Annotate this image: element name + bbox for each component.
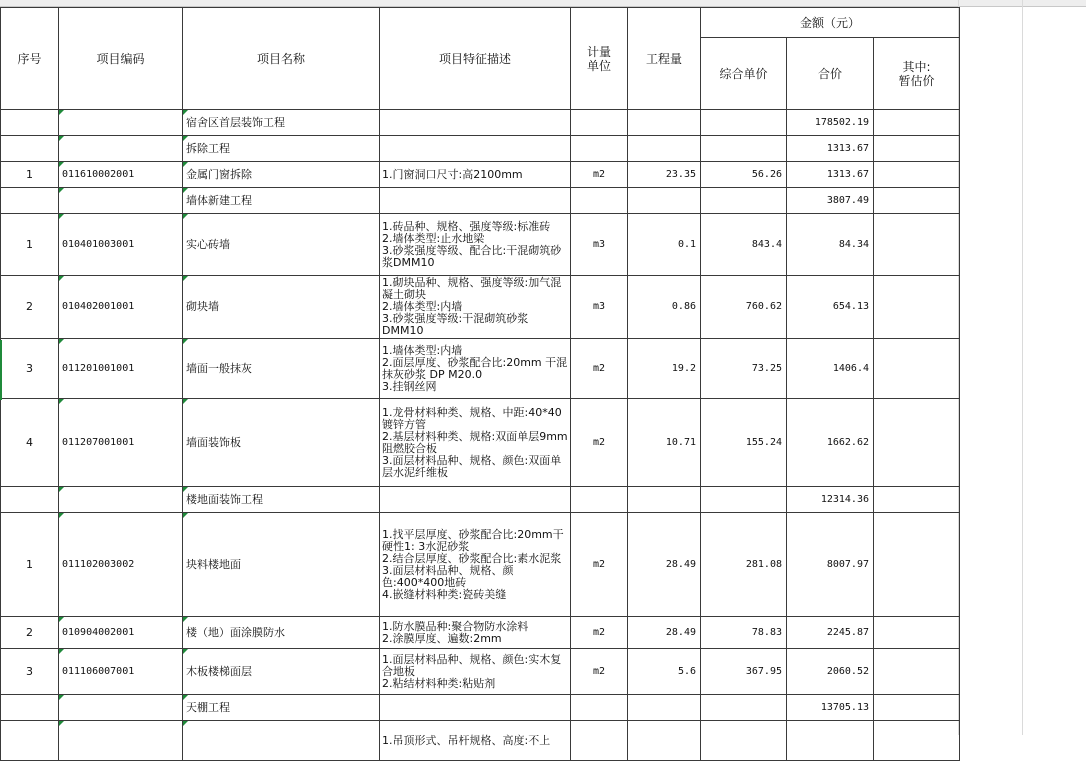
cell-desc[interactable]: [380, 695, 571, 721]
desc-line: 1.面层材料品种、规格、颜色:实木复合地板: [382, 652, 562, 678]
cell-name[interactable]: 墙面一般抹灰: [183, 339, 380, 399]
item-row: [1, 617, 960, 649]
desc-line: 2.基层材料种类、规格:双面单层9mm阻燃胶合板: [382, 429, 568, 455]
cell-desc[interactable]: [380, 276, 571, 339]
cell-desc[interactable]: [380, 617, 571, 649]
cell-unit[interactable]: [571, 487, 628, 513]
cell-unit[interactable]: m2: [571, 617, 628, 649]
cell-name[interactable]: 墙体新建工程: [183, 188, 380, 214]
desc-line: 2.墙体类型:内墙: [382, 300, 463, 313]
cell-total[interactable]: 178502.19: [787, 110, 874, 136]
cell-unit-price[interactable]: 367.95: [701, 649, 787, 695]
item-row: [1, 339, 960, 399]
cell-seq[interactable]: 1: [1, 513, 59, 617]
cell-qty[interactable]: [628, 695, 701, 721]
cell-name[interactable]: 楼（地）面涂膜防水: [183, 617, 380, 649]
cell-code[interactable]: 010402001001: [59, 276, 183, 339]
cell-unit[interactable]: [571, 721, 628, 761]
cell-code[interactable]: [59, 487, 183, 513]
cell-unit-price[interactable]: 56.26: [701, 162, 787, 188]
cell-qty[interactable]: 28.49: [628, 513, 701, 617]
cell-code[interactable]: 011610002001: [59, 162, 183, 188]
cell-desc[interactable]: [380, 649, 571, 695]
cell-desc[interactable]: [380, 136, 571, 162]
cell-desc[interactable]: [380, 721, 571, 761]
desc-line: 3.砂浆强度等级:干混砌筑砂浆DMM10: [382, 312, 529, 337]
cell-provisional[interactable]: [874, 487, 960, 513]
cell-code[interactable]: 010401003001: [59, 214, 183, 276]
cell-unit-price[interactable]: 281.08: [701, 513, 787, 617]
cell-unit[interactable]: m3: [571, 214, 628, 276]
cell-qty[interactable]: [628, 721, 701, 761]
desc-line: 4.嵌缝材料种类:瓷砖美缝: [382, 587, 507, 601]
cell-seq[interactable]: 3: [1, 649, 59, 695]
cell-unit-price[interactable]: 155.24: [701, 399, 787, 487]
cell-unit[interactable]: m3: [571, 276, 628, 339]
cell-code[interactable]: [59, 721, 183, 761]
cell-name[interactable]: 金属门窗拆除: [183, 162, 380, 188]
desc-line: 1.门窗洞口尺寸:高2100mm: [382, 167, 523, 181]
cell-unit[interactable]: [571, 188, 628, 214]
cell-seq[interactable]: [1, 721, 59, 761]
item-row: [1, 721, 960, 761]
cell-unit[interactable]: [571, 695, 628, 721]
cell-name[interactable]: 宿舍区首层装饰工程: [183, 110, 380, 136]
cell-qty[interactable]: [628, 487, 701, 513]
cell-provisional[interactable]: [874, 110, 960, 136]
cell-code[interactable]: [59, 188, 183, 214]
cell-unit[interactable]: m2: [571, 162, 628, 188]
cell-provisional[interactable]: [874, 214, 960, 276]
cell-unit-price[interactable]: [701, 695, 787, 721]
cell-seq[interactable]: 2: [1, 276, 59, 339]
section-row: [1, 110, 960, 136]
cell-code[interactable]: 010904002001: [59, 617, 183, 649]
cell-total[interactable]: 13705.13: [787, 695, 874, 721]
cell-unit-price[interactable]: 843.4: [701, 214, 787, 276]
cell-provisional[interactable]: [874, 136, 960, 162]
cell-seq[interactable]: [1, 695, 59, 721]
header-provisional[interactable]: 其中: 暂估价: [874, 38, 960, 110]
cell-qty[interactable]: 0.86: [628, 276, 701, 339]
cell-total[interactable]: 654.13: [787, 276, 874, 339]
cell-code[interactable]: 011106007001: [59, 649, 183, 695]
cell-unit[interactable]: m2: [571, 649, 628, 695]
cell-qty[interactable]: 28.49: [628, 617, 701, 649]
cell-qty[interactable]: 10.71: [628, 399, 701, 487]
cell-unit[interactable]: m2: [571, 399, 628, 487]
header-seq[interactable]: 序号: [1, 8, 59, 110]
sheet-gridline: [1022, 0, 1023, 735]
cell-name[interactable]: 天棚工程: [183, 695, 380, 721]
desc-line: 1.砌块品种、规格、强度等级:加气混凝土砌块: [382, 276, 562, 301]
item-row: [1, 276, 960, 339]
section-row: [1, 487, 960, 513]
header-desc[interactable]: 项目特征描述: [380, 8, 571, 110]
cell-desc[interactable]: [380, 339, 571, 399]
cell-unit-price[interactable]: 73.25: [701, 339, 787, 399]
desc-line: 1.砖品种、规格、强度等级:标准砖: [382, 219, 551, 233]
item-row: [1, 513, 960, 617]
cell-seq[interactable]: [1, 136, 59, 162]
cell-total[interactable]: 84.34: [787, 214, 874, 276]
desc-line: 3.砂浆强度等级、配合比:干混砌筑砂浆DMM10: [382, 243, 562, 269]
selection-indicator: [0, 340, 2, 400]
cell-provisional[interactable]: [874, 162, 960, 188]
section-row: [1, 188, 960, 214]
cell-qty[interactable]: 23.35: [628, 162, 701, 188]
desc-line: 3.挂钢丝网: [382, 379, 437, 393]
cell-total[interactable]: 1313.67: [787, 136, 874, 162]
cell-seq[interactable]: [1, 110, 59, 136]
cell-unit[interactable]: m2: [571, 513, 628, 617]
cell-unit-price[interactable]: [701, 721, 787, 761]
header-total[interactable]: 合价: [787, 38, 874, 110]
header-amount[interactable]: 金额（元）: [701, 8, 960, 38]
cell-total[interactable]: 2060.52: [787, 649, 874, 695]
cell-unit[interactable]: [571, 136, 628, 162]
cell-provisional[interactable]: [874, 276, 960, 339]
desc-line: 3.面层材料品种、规格、颜色:400*400地砖: [382, 563, 514, 589]
cell-provisional[interactable]: [874, 695, 960, 721]
section-row: [1, 695, 960, 721]
bill-of-quantities-table: [0, 7, 960, 761]
item-row: [1, 162, 960, 188]
cell-total[interactable]: [787, 721, 874, 761]
cell-unit-price[interactable]: 78.83: [701, 617, 787, 649]
cell-qty[interactable]: 0.1: [628, 214, 701, 276]
cell-desc[interactable]: [380, 513, 571, 617]
cell-seq[interactable]: [1, 188, 59, 214]
cell-provisional[interactable]: [874, 339, 960, 399]
cell-qty[interactable]: 19.2: [628, 339, 701, 399]
cell-name[interactable]: 楼地面装饰工程: [183, 487, 380, 513]
cell-desc[interactable]: [380, 214, 571, 276]
cell-total[interactable]: 8007.97: [787, 513, 874, 617]
cell-provisional[interactable]: [874, 649, 960, 695]
cell-name[interactable]: 拆除工程: [183, 136, 380, 162]
cell-qty[interactable]: [628, 136, 701, 162]
header-qty[interactable]: 工程量: [628, 8, 701, 110]
cell-code[interactable]: [59, 136, 183, 162]
cell-total[interactable]: 1662.62: [787, 399, 874, 487]
cell-desc[interactable]: [380, 188, 571, 214]
cell-seq[interactable]: 1: [1, 162, 59, 188]
desc-line: 2.涂膜厚度、遍数:2mm: [382, 631, 502, 645]
desc-line: 2.墙体类型:止水地梁: [382, 231, 485, 245]
cell-code[interactable]: 011207001001: [59, 399, 183, 487]
item-row: [1, 399, 960, 487]
cell-name[interactable]: 墙面装饰板: [183, 399, 380, 487]
item-row: [1, 649, 960, 695]
cell-unit-price[interactable]: [701, 487, 787, 513]
cell-qty[interactable]: [628, 110, 701, 136]
cell-desc[interactable]: [380, 487, 571, 513]
cell-provisional[interactable]: [874, 513, 960, 617]
cell-seq[interactable]: 4: [1, 399, 59, 487]
cell-unit-price[interactable]: [701, 136, 787, 162]
desc-line: 1.龙骨材料种类、规格、中距:40*40镀锌方管: [382, 405, 562, 431]
cell-desc[interactable]: [380, 162, 571, 188]
cell-name[interactable]: 块料楼地面: [183, 513, 380, 617]
cell-total[interactable]: 3807.49: [787, 188, 874, 214]
cell-code[interactable]: 011201001001: [59, 339, 183, 399]
cell-unit[interactable]: m2: [571, 339, 628, 399]
cell-provisional[interactable]: [874, 721, 960, 761]
desc-line: 2.粘结材料种类:粘贴剂: [382, 676, 496, 690]
cell-unit[interactable]: [571, 110, 628, 136]
header-unit-price[interactable]: 综合单价: [701, 38, 787, 110]
desc-line: 2.面层厚度、砂浆配合比:20mm 干混抹灰砂浆 DP M20.0: [382, 355, 568, 381]
cell-qty[interactable]: 5.6: [628, 649, 701, 695]
cell-name[interactable]: 木板楼梯面层: [183, 649, 380, 695]
cell-code[interactable]: [59, 110, 183, 136]
desc-line: 1.墙体类型:内墙: [382, 343, 463, 357]
desc-line: 2.结合层厚度、砂浆配合比:素水泥浆: [382, 551, 562, 565]
cell-seq[interactable]: [1, 487, 59, 513]
cell-provisional[interactable]: [874, 617, 960, 649]
cell-seq[interactable]: 1: [1, 214, 59, 276]
cell-qty[interactable]: [628, 188, 701, 214]
cell-desc[interactable]: [380, 110, 571, 136]
cell-name[interactable]: 实心砖墙: [183, 214, 380, 276]
cell-unit-price[interactable]: [701, 110, 787, 136]
cell-unit-price[interactable]: 760.62: [701, 276, 787, 339]
cell-seq[interactable]: 2: [1, 617, 59, 649]
cell-total[interactable]: 2245.87: [787, 617, 874, 649]
cell-provisional[interactable]: [874, 188, 960, 214]
header-code[interactable]: 项目编码: [59, 8, 183, 110]
cell-unit-price[interactable]: [701, 188, 787, 214]
item-row: [1, 214, 960, 276]
desc-line: 3.面层材料品种、规格、颜色:双面单层水泥纤维板: [382, 453, 562, 479]
desc-line: 1.防水膜品种:聚合物防水涂料: [382, 619, 529, 633]
section-row: [1, 136, 960, 162]
cell-desc[interactable]: [380, 399, 571, 487]
header-unit[interactable]: 计量 单位: [571, 8, 628, 110]
cell-name[interactable]: 砌块墙: [183, 276, 380, 339]
cell-provisional[interactable]: [874, 399, 960, 487]
cell-code[interactable]: [59, 695, 183, 721]
desc-line: 1.找平层厚度、砂浆配合比:20mm干硬性1: 3水泥砂浆: [382, 527, 564, 553]
column-ruler: [0, 0, 1086, 7]
header-name[interactable]: 项目名称: [183, 8, 380, 110]
cell-code[interactable]: 011102003002: [59, 513, 183, 617]
cell-total[interactable]: 12314.36: [787, 487, 874, 513]
desc-line: 1.吊顶形式、吊杆规格、高度:不上: [382, 733, 551, 747]
cell-name[interactable]: [183, 721, 380, 761]
cell-total[interactable]: 1406.4: [787, 339, 874, 399]
cell-seq[interactable]: 3: [1, 339, 59, 399]
cell-total[interactable]: 1313.67: [787, 162, 874, 188]
